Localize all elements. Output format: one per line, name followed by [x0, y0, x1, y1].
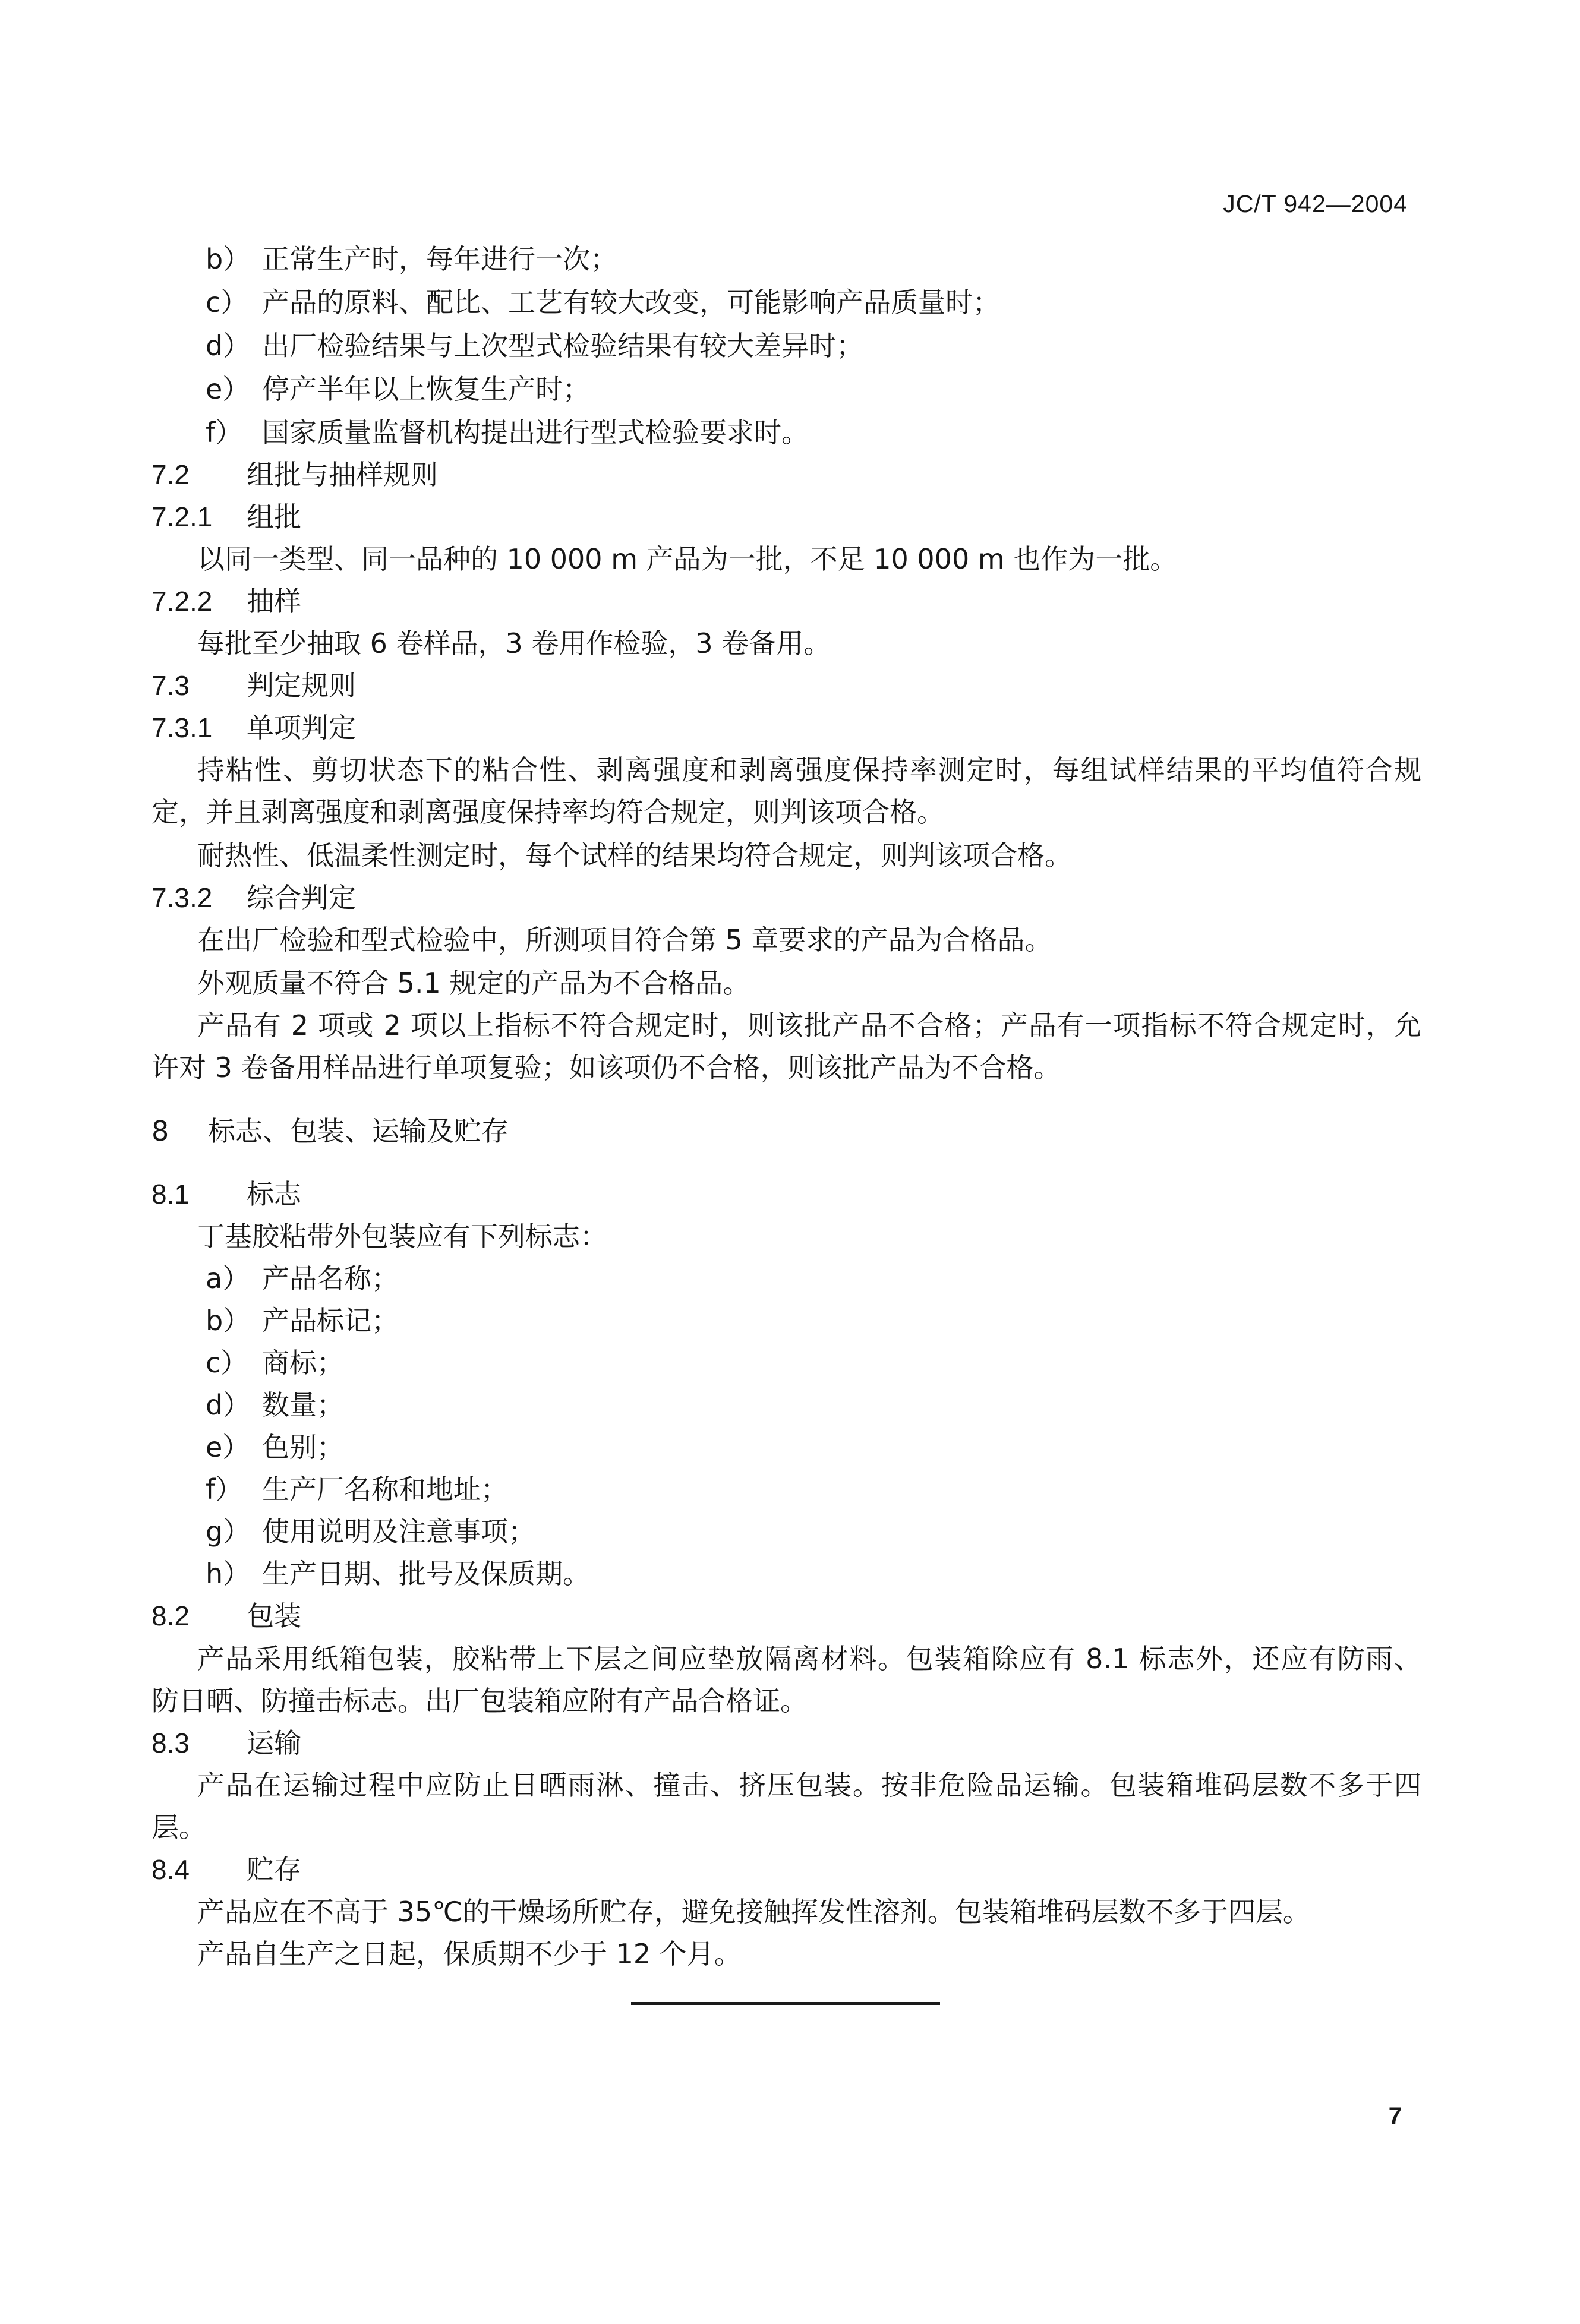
paragraph-continuation: 防日晒、防撞击标志。出厂包装箱应附有产品合格证。: [152, 1685, 808, 1717]
list-item: f） 生产厂名称和地址；: [206, 1473, 508, 1505]
paragraph: 产品在运输过程中应防止日晒雨淋、撞击、挤压包装。按非危险品运输。包装箱堆码层数不多于四: [197, 1769, 1421, 1801]
list-item: h） 生产日期、批号及保质期。: [206, 1558, 590, 1590]
page-number: 7: [1388, 2103, 1402, 2129]
paragraph: 产品自生产之日起，保质期不少于 12 个月。: [197, 1938, 742, 1970]
list-item: b） 正常生产时，每年进行一次；: [206, 243, 617, 275]
section-heading-7-3: 7.3 判定规则: [152, 670, 356, 702]
paragraph: 以同一类型、同一品种的 10 000 m 产品为一批，不足 10 000 m 也作为一批。: [197, 543, 1178, 575]
section-heading-7-2-1: 7.2.1 组批: [152, 501, 301, 533]
section-heading-8-2: 8.2 包装: [152, 1600, 301, 1632]
paragraph: 产品有 2 项或 2 项以上指标不符合规定时，则该批产品不合格；产品有一项指标不符合规定时，允: [197, 1009, 1421, 1041]
list-item: e） 色别；: [206, 1431, 344, 1463]
end-rule: [631, 2002, 940, 2005]
list-item: a） 产品名称；: [206, 1262, 399, 1294]
list-item: d） 数量；: [206, 1389, 344, 1421]
section-heading-7-2: 7.2 组批与抽样规则: [152, 459, 438, 491]
paragraph-continuation: 许对 3 卷备用样品进行单项复验；如该项仍不合格，则该批产品为不合格。: [152, 1052, 1061, 1084]
list-item: d） 出厂检验结果与上次型式检验结果有较大差异时；: [206, 330, 863, 362]
paragraph: 持粘性、剪切状态下的粘合性、剥离强度和剥离强度保持率测定时，每组试样结果的平均值符合规: [197, 754, 1421, 786]
section-heading-8-4: 8.4 贮存: [152, 1853, 301, 1886]
list-item: b） 产品标记；: [206, 1305, 399, 1337]
list-item: e） 停产半年以上恢复生产时；: [206, 373, 590, 405]
list-item: g） 使用说明及注意事项；: [206, 1515, 535, 1548]
chapter-heading-8: 8 标志、包装、运输及贮存: [152, 1115, 509, 1147]
section-heading-7-3-2: 7.3.2 综合判定: [152, 882, 356, 914]
paragraph: 耐热性、低温柔性测定时，每个试样的结果均符合规定，则判该项合格。: [197, 839, 1072, 872]
section-heading-7-3-1: 7.3.1 单项判定: [152, 712, 356, 744]
paragraph: 产品采用纸箱包装，胶粘带上下层之间应垫放隔离材料。包装箱除应有 8.1 标志外，还应有防雨、: [197, 1643, 1421, 1675]
section-heading-7-2-2: 7.2.2 抽样: [152, 585, 301, 617]
paragraph: 在出厂检验和型式检验中，所测项目符合第 5 章要求的产品为合格品。: [197, 924, 1052, 956]
list-item: c） 商标；: [206, 1347, 344, 1379]
list-item: c） 产品的原料、配比、工艺有较大改变，可能影响产品质量时；: [206, 286, 1000, 318]
section-heading-8-1: 8.1 标志: [152, 1178, 301, 1210]
standard-code: JC/T 942—2004: [1223, 190, 1408, 217]
section-heading-8-3: 8.3 运输: [152, 1727, 301, 1759]
paragraph: 丁基胶粘带外包装应有下列标志：: [197, 1220, 607, 1252]
paragraph: 每批至少抽取 6 卷样品，3 卷用作检验，3 卷备用。: [197, 627, 831, 659]
paragraph-continuation: 层。: [152, 1811, 206, 1843]
paragraph: 产品应在不高于 35℃的干燥场所贮存，避免接触挥发性溶剂。包装箱堆码层数不多于四层。: [197, 1896, 1310, 1928]
paragraph-continuation: 定，并且剥离强度和剥离强度保持率均符合规定，则判该项合格。: [152, 796, 944, 828]
list-item: f） 国家质量监督机构提出进行型式检验要求时。: [206, 416, 809, 449]
paragraph: 外观质量不符合 5.1 规定的产品为不合格品。: [197, 967, 750, 999]
